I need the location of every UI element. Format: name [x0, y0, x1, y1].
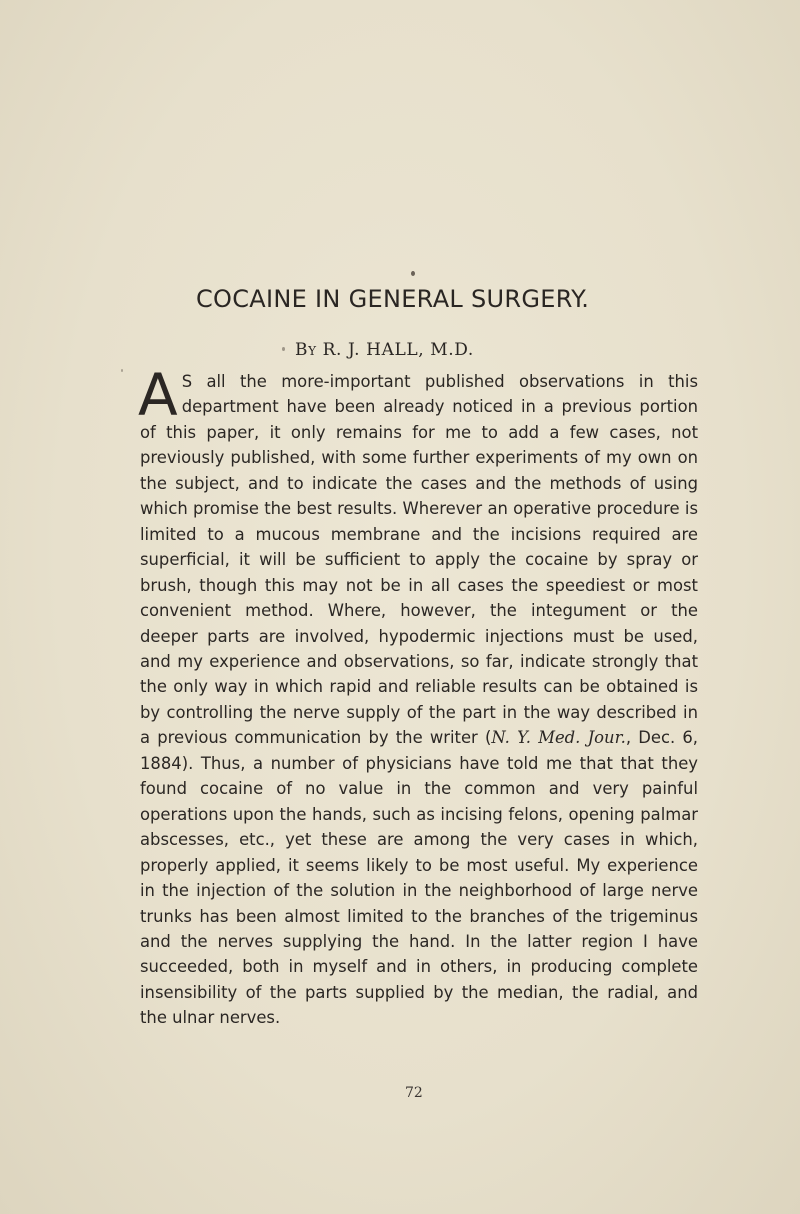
- ink-speck: [282, 347, 285, 351]
- body-text-part2: , Dec. 6, 1884). Thus, a number of physicians have told me that that they found cocaine of no value in the common and very painful operations upon the hands, such as incising felons, opening palmar abscesses, etc., yet these are among the very cases in which, properly applied, it seems likely to be most useful. My experience in the injection of the solution in the neighborhood of large nerve trunks has been almost limited to the branches of the trigeminus and the nerves supplying the hand. In the latter region I have succeeded, both in myself and in others, in producing complete insensibility of the parts supplied by the median, the radial, and the ulnar nerves.: [140, 728, 698, 1028]
- byline-author: R. J. HALL, M.D.: [322, 340, 474, 360]
- ink-speck: [121, 369, 123, 372]
- article-title: COCAINE IN GENERAL SURGERY.: [196, 285, 590, 313]
- citation-journal: N. Y. Med. Jour.: [491, 728, 626, 748]
- byline-prefix: By: [295, 340, 317, 360]
- body-text-part1: S all the more-important published observations in this department have been already noticed in a previous portion of this paper, it only remains for me to add a few cases, not previously published, with some further experiments of my own on the subject, and to indicate the cases and the methods of using which promise the best results. Wherever an operative procedure is limited to a mucous membrane and the incisions required are superficial, it will be sufficient to apply the cocaine by spray or brush, though this may not be in all cases the speediest or most convenient method. Where, however, the integument or the deeper parts are involved, hypodermic injections must be used, and my experience and observations, so far, indicate strongly that the only way in which rapid and reliable results can be obtained is by controlling the nerve supply of the part in the way described in a previous communication by the writer (: [140, 372, 698, 748]
- ink-speck: [411, 271, 415, 276]
- page-number: 72: [405, 1085, 423, 1101]
- byline: [295, 340, 474, 360]
- drop-cap: A: [138, 361, 178, 429]
- article-body: [138, 361, 698, 1031]
